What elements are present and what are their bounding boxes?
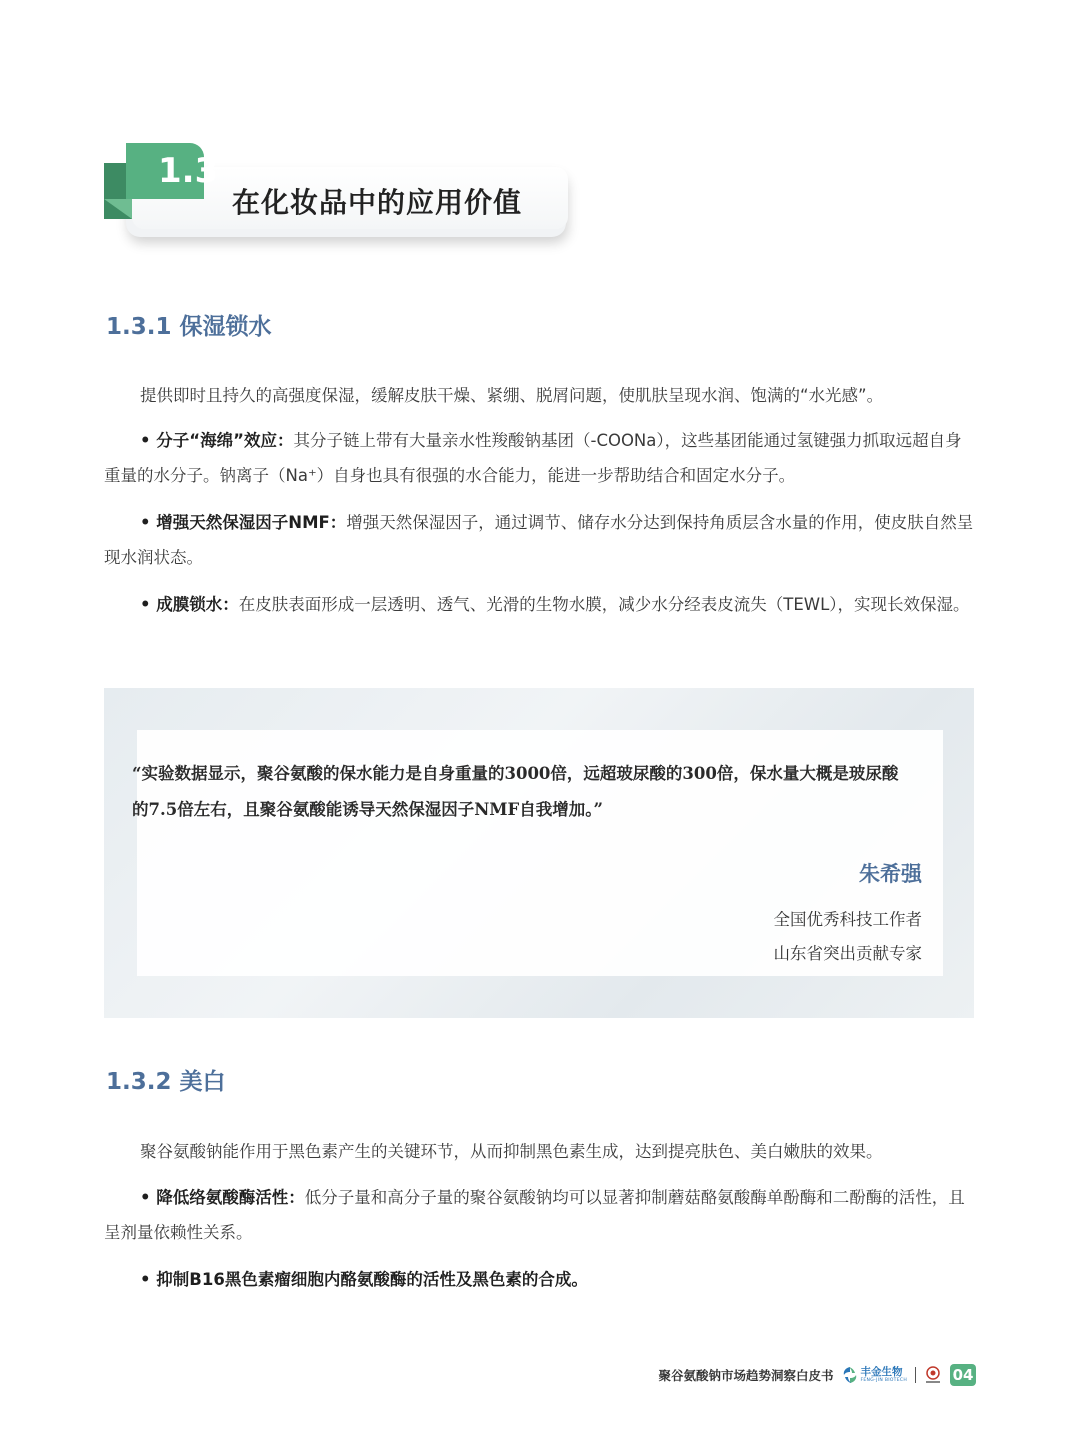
brand-mark-icon — [842, 1366, 858, 1384]
section-number: 1.3 — [158, 151, 219, 191]
bullet-text: 增强天然保湿因子，通过调节、储存水分达到保持角质层含水量的作用，使皮肤自然呈现水润状态。 — [104, 513, 974, 567]
page-number: 04 — [950, 1364, 976, 1386]
quote-author-role-2: 山东省突出贡献专家 — [773, 944, 922, 963]
moisturizing-bullet-2 — [104, 505, 978, 575]
brand-name-en: FENG-JIN BIOTECH — [860, 1377, 907, 1383]
brand-name: 丰金生物 — [860, 1366, 903, 1378]
moisturizing-bullet-3 — [104, 587, 978, 622]
brand-logo-text — [861, 1367, 907, 1383]
bullet-text: 其分子链上带有大量亲水性羧酸钠基团（-COONa），这些基团能通过氢键强力抓取远超自身重量的水分子。钠离子（Na⁺）自身也具有很强的水合能力，能进一步帮助结合和固定水分子。 — [104, 431, 962, 485]
bullet-label: • 成膜锁水： — [140, 595, 239, 614]
bullet-label: • 抑制B16黑色素瘤细胞内酪氨酸酶的活性及黑色素的合成。 — [140, 1270, 588, 1289]
footer-title: 聚谷氨酸钠市场趋势洞察白皮书 — [658, 1368, 834, 1383]
seal-logo-icon — [924, 1365, 942, 1385]
moisturizing-intro: 提供即时且持久的高强度保湿，缓解皮肤干燥、紧绷、脱屑问题，使肌肤呈现水润、饱满的“水光感”。 — [140, 386, 884, 405]
moisturizing-bullet-1 — [104, 423, 978, 493]
bullet-text: 在皮肤表面形成一层透明、透气、光滑的生物水膜，减少水分经表皮流失（TEWL），实现长效保湿。 — [238, 595, 970, 614]
footer-divider — [915, 1367, 916, 1383]
brand-logo — [842, 1366, 907, 1384]
quote-text: “实验数据显示，聚谷氨酸的保水能力是自身重量的3000倍，远超玻尿酸的300倍，保水量大概是玻尿酸的7.5倍左右，且聚谷氨酸能诱导天然保湿因子NMF自我增加。” — [132, 764, 899, 819]
whitening-bullet-2 — [104, 1262, 978, 1297]
quote-box — [104, 688, 974, 1018]
page-footer — [659, 1360, 977, 1390]
whitening-intro: 聚谷氨酸钠能作用于黑色素产生的关键环节，从而抑制黑色素生成，达到提亮肤色、美白嫩肤的效果。 — [140, 1142, 883, 1161]
bullet-label: • 降低络氨酸酶活性： — [140, 1188, 305, 1207]
bullet-label: • 分子“海绵”效应： — [140, 431, 294, 450]
heading-whitening: 1.3.2 美白 — [106, 1069, 226, 1095]
section-title: 在化妆品中的应用价值 — [232, 186, 523, 219]
quote-author: 朱希强 — [859, 862, 922, 886]
quote-author-role-1: 全国优秀科技工作者 — [773, 910, 922, 929]
whitening-bullet-1 — [104, 1180, 978, 1250]
section-banner — [104, 143, 574, 243]
banner-number-tab — [126, 143, 219, 199]
bullet-text: 低分子量和高分子量的聚谷氨酸钠均可以显著抑制蘑菇酪氨酸酶单酚酶和二酚酶的活性，且呈剂量依赖性关系。 — [104, 1188, 965, 1242]
heading-moisturizing: 1.3.1 保湿锁水 — [106, 314, 272, 340]
bullet-label: • 增强天然保湿因子NMF： — [140, 513, 347, 532]
